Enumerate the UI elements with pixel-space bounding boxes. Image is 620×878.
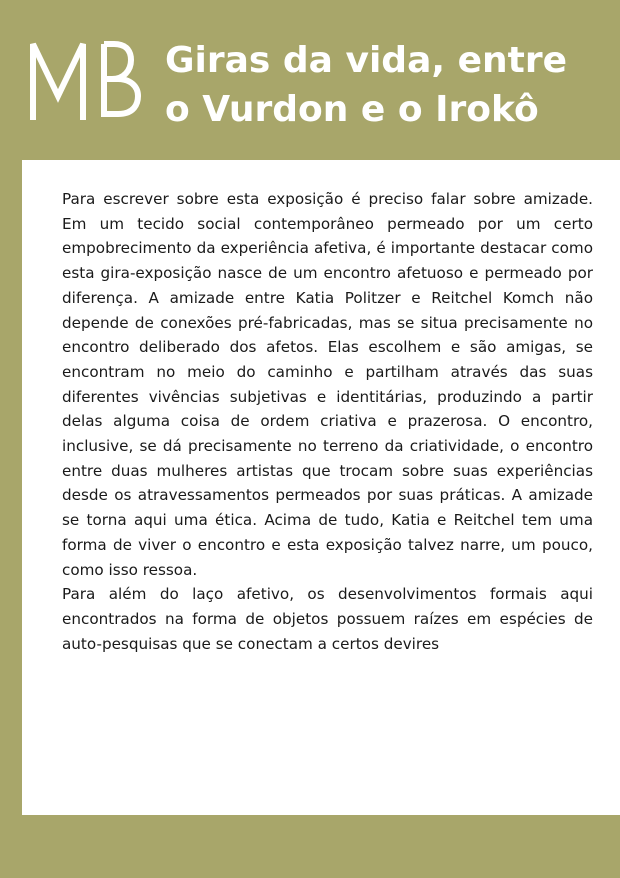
mb-logo [30,38,142,120]
title-line-1: Giras da vida, entre [165,40,567,81]
page-title [165,36,567,134]
content-card [22,160,620,815]
title-line-2: o Vurdon e o Irokô [165,89,539,130]
paragraph-2: Para além do laço afetivo, os desenvolvimentos formais aqui encontrados na forma de objetos possuem raízes em espécies de auto-pesquisas que se conectam a certos devires [62,585,593,653]
paragraph-1: Para escrever sobre esta exposição é preciso falar sobre amizade. Em um tecido social contemporâneo permeado por um certo empobrecimento da experiência afetiva, é importante destacar como esta gira-exposição nasce de um encontro afetuoso e permeado por diferença. A amizade entre Katia Politzer e Reitchel Komch não depende de conexões pré-fabricadas, mas se situa precisamente no encontro deliberado dos afetos. Elas escolhem e são amigas, se encontram no meio do caminho e partilham através das suas diferentes vivências subjetivas e identitárias, produzindo a partir delas alguma coisa de ordem criativa e prazerosa. O encontro, inclusive, se dá precisamente no terreno da criatividade, o encontro entre duas mulheres artistas que trocam sobre suas experiências desde os atravessamentos permeados por suas práticas. A amizade se torna aqui uma ética. Acima de tudo, Katia e Reitchel tem uma forma de viver o encontro e esta exposição talvez narre, um pouco, como isso ressoa. [62,190,593,579]
header [0,0,620,160]
body-text [62,187,593,656]
